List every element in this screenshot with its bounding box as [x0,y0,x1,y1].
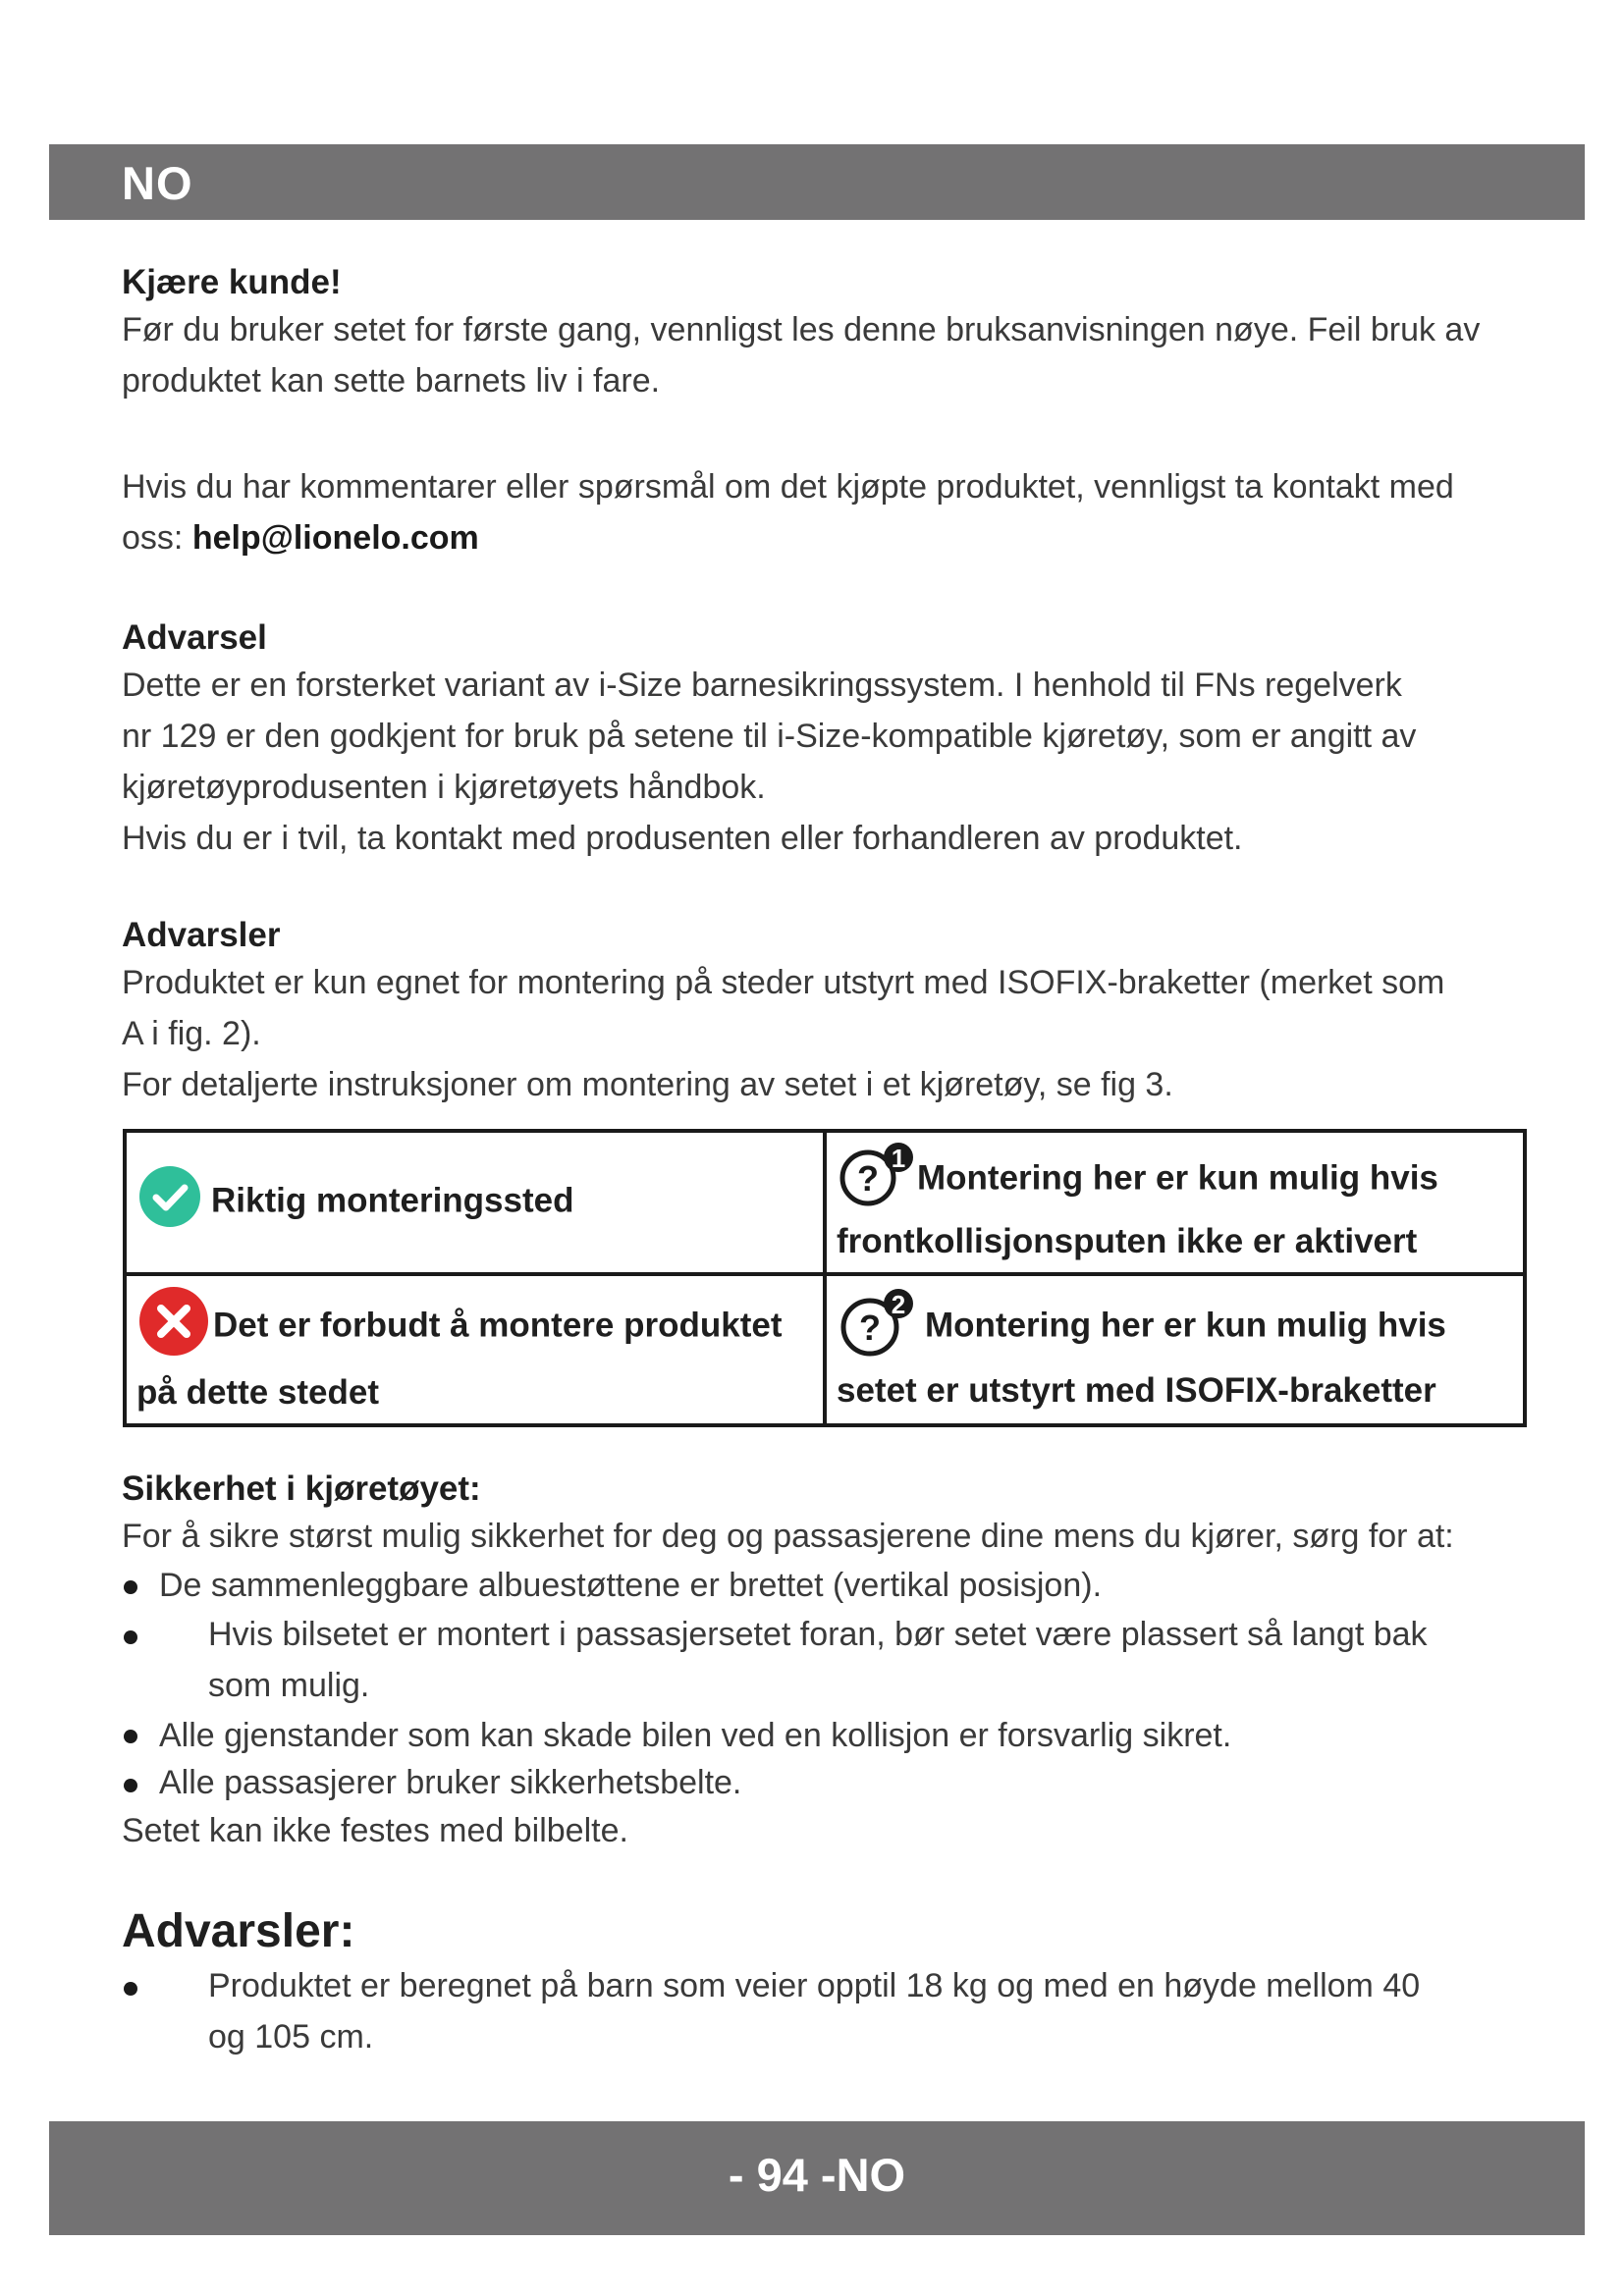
warnings2-bullet-1-line-2: og 105 cm. [208,2018,374,2056]
warning-section [122,618,1536,864]
greeting-line-2: produktet kan sette barnets liv i fare. [122,362,661,400]
badge-number-1: 1 [891,1144,906,1173]
warning-line-3: kjøretøyprodusenten i kjøretøyets håndbok. [122,769,766,806]
contact-prefix: oss: [122,519,192,557]
safety-outro: Setet kan ikke festes med bilbelte. [122,1812,628,1849]
list-item [122,1760,1536,1805]
warnings-line-3: For detaljerte instruksjoner om montering av setet i et kjøretøy, se fig 3. [122,1066,1173,1103]
warning-line-2: nr 129 er den godkjent for bruk på setene til i-Size-kompatible kjøretøy, som er angitt av [122,718,1417,755]
contact-email[interactable]: help@lionelo.com [191,519,479,557]
question-mark: ? [857,1158,879,1199]
list-item [122,1960,1536,2062]
legend-correct-label: Riktig monteringssted [211,1181,574,1220]
footer-bar [49,2121,1585,2235]
bullet-dot [124,1580,137,1594]
warnings-line-2: A i fig. 2). [122,1015,261,1052]
legend-cell-forbidden [125,1274,825,1425]
mounting-legend-table [123,1129,1527,1427]
safety-title: Sikkerhet i kjøretøyet: [122,1469,481,1508]
safety-bullet-2-line-2: som mulig. [208,1667,370,1704]
warnings-section [122,916,1536,1110]
warning-title: Advarsel [122,618,267,657]
list-item [122,1711,1536,1760]
page-number: - 94 -NO [728,2149,906,2201]
legend-cell-isofix [825,1274,1525,1425]
legend-airbag-line-2: frontkollisjonsputen ikke er aktivert [837,1222,1418,1260]
language-label: NO [122,157,193,209]
greeting-line-1: Før du bruker setet for første gang, vennligst les denne bruksanvisningen nøye. Feil bruk av [122,311,1481,348]
legend-airbag-line-1: Montering her er kun mulig hvis [917,1158,1438,1198]
safety-bullet-2-line-1: Hvis bilsetet er montert i passasjersetet foran, bør setet være plassert så langt bak [208,1616,1428,1653]
safety-bullet-4: Alle passasjerer bruker sikkerhetsbelte. [159,1764,742,1801]
bullet-dot [124,1982,137,1996]
legend-cell-airbag [825,1131,1525,1274]
greeting-title: Kjære kunde! [122,263,342,301]
warnings2-section [122,1904,1536,2062]
warnings-line-1: Produktet er kun egnet for montering på steder utstyrt med ISOFIX-braketter (merket som [122,964,1445,1001]
greeting-section [122,263,1536,406]
badge-number-2: 2 [891,1290,906,1319]
warnings2-title: Advarsler: [122,1905,355,1957]
safety-intro: For å sikre størst mulig sikkerhet for deg og passasjerene dine mens du kjører, sørg for at: [122,1518,1454,1555]
question-badge-icon [837,1286,917,1368]
legend-forbidden-line-2: på dette stedet [136,1373,379,1412]
safety-bullet-1: De sammenleggbare albuestøttene er brettet (vertikal posisjon). [159,1567,1103,1604]
question-badge-icon [837,1141,917,1219]
warning-line-1: Dette er en forsterket variant av i-Size barnesikringssystem. I henhold til FNs regelverk [122,667,1402,704]
contact-line-1: Hvis du har kommentarer eller spørsmål om det kjøpte produktet, vennligst ta kontakt med [122,468,1454,506]
bullet-dot [124,1630,137,1644]
safety-section [122,1469,1536,1856]
legend-cell-correct [125,1131,825,1274]
warnings-title: Advarsler [122,916,281,954]
check-circle-icon [136,1163,203,1242]
legend-isofix-line-1: Montering her er kun mulig hvis [925,1306,1446,1345]
contact-section [122,461,1536,563]
warning-line-4: Hvis du er i tvil, ta kontakt med produsenten eller forhandleren av produktet. [122,820,1243,857]
list-item [122,1562,1536,1609]
bullet-dot [124,1730,137,1743]
legend-forbidden-line-1: Det er forbudt å montere produktet [213,1306,783,1345]
contact-line-2 [122,512,1536,563]
legend-isofix-line-2: setet er utstyrt med ISOFIX-braketter [837,1371,1436,1410]
cross-circle-icon [136,1284,211,1370]
bullet-dot [124,1779,137,1792]
list-item [122,1609,1536,1711]
header-bar [49,144,1585,220]
warnings2-bullet-1-line-1: Produktet er beregnet på barn som veier opptil 18 kg og med en høyde mellom 40 [208,1967,1421,2004]
safety-bullet-3: Alle gjenstander som kan skade bilen ved en kollisjon er forsvarlig sikret. [159,1717,1232,1754]
question-mark: ? [859,1308,881,1348]
